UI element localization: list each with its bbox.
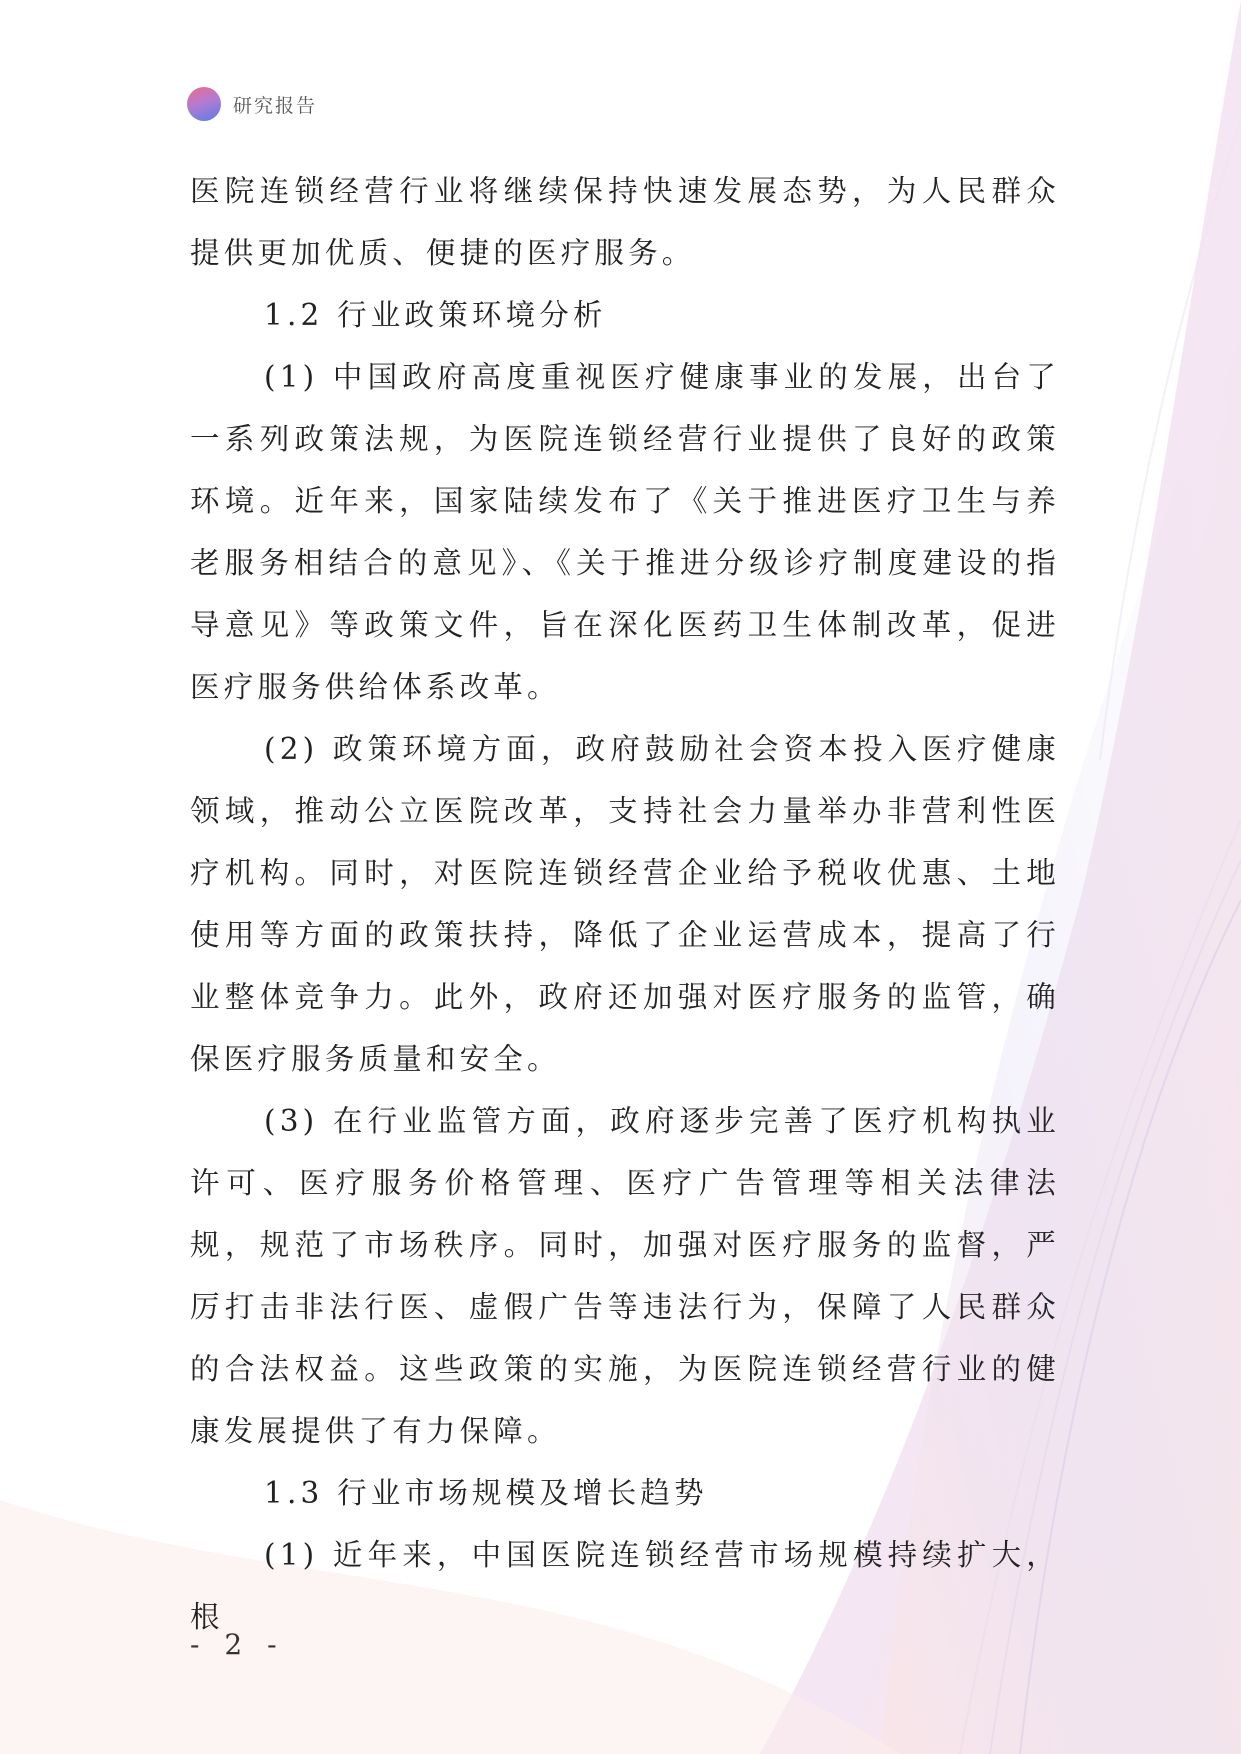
- paragraph-policy-3: (3) 在行业监管方面，政府逐步完善了医疗机构执业许可、医疗服务价格管理、医疗广告管理等相关法律法规，规范了市场秩序。同时，加强对医疗服务的监督，严厉打击非法行医、虚假广告等违法行为，保障了人民群众的合法权益。这些政策的实施，为医院连锁经营行业的健康发展提供了有力保障。: [190, 1104, 1060, 1448]
- page-number: - 2 -: [190, 1628, 285, 1661]
- paragraph-continuation: 医院连锁经营行业将继续保持快速发展态势，为人民群众提供更加优质、便捷的医疗服务。: [190, 174, 1060, 270]
- section-heading-1-3: 1.3 行业市场规模及增长趋势: [264, 1476, 708, 1510]
- document-body: [190, 160, 1060, 1648]
- report-logo-icon: [187, 87, 221, 121]
- header-label: 研究报告: [233, 94, 318, 117]
- section-heading-1-2: 1.2 行业政策环境分析: [264, 298, 607, 332]
- paragraph-policy-2: (2) 政策环境方面，政府鼓励社会资本投入医疗健康领域，推动公立医院改革，支持社会力量举办非营利性医疗机构。同时，对医院连锁经营企业给予税收优惠、土地使用等方面的政策扶持，降低了企业运营成本，提高了行业整体竞争力。此外，政府还加强对医疗服务的监管，确保医疗服务质量和安全。: [190, 732, 1060, 1076]
- paragraph-market-1: (1) 近年来，中国医院连锁经营市场规模持续扩大，根: [190, 1538, 1060, 1634]
- page-header: [187, 86, 317, 122]
- paragraph-policy-1: (1) 中国政府高度重视医疗健康事业的发展，出台了一系列政策法规，为医院连锁经营行业提供了良好的政策环境。近年来，国家陆续发布了《关于推进医疗卫生与养老服务相结合的意见》、《关于推进分级诊疗制度建设的指导意见》等政策文件，旨在深化医药卫生体制改革，促进医疗服务供给体系改革。: [190, 360, 1060, 704]
